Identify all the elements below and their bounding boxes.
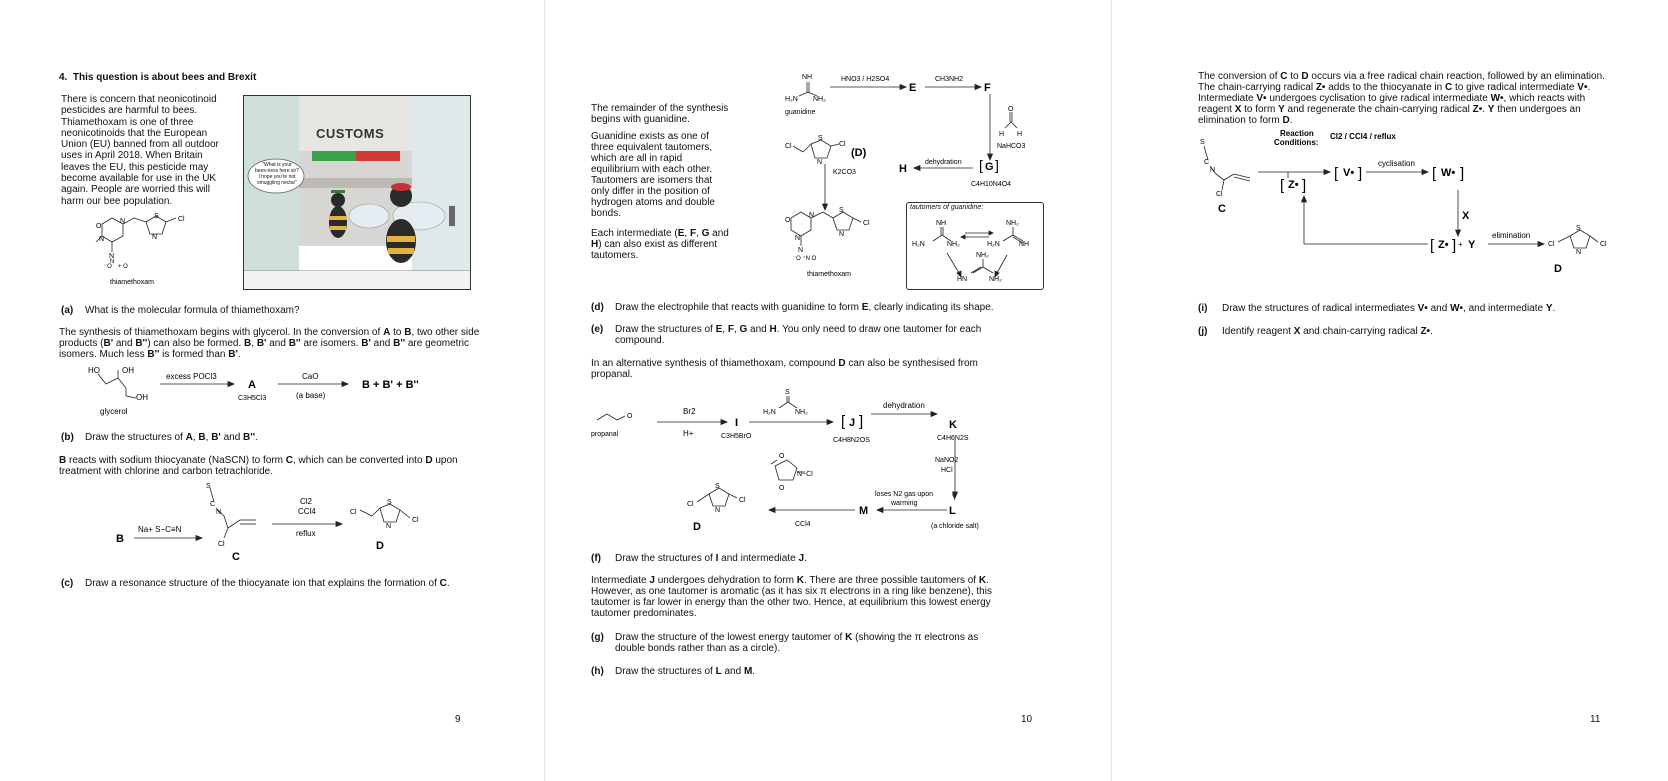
- svg-text:Cl: Cl: [739, 497, 746, 504]
- compound-I: I: [735, 417, 739, 429]
- svg-text:H: H: [999, 131, 1005, 138]
- svg-text:NH: NH: [936, 220, 947, 227]
- question-a: (a) What is the molecular formula of thiamethoxam?: [61, 305, 300, 316]
- tautomer-text: Guanidine exists as one of three equivalent tautomers, which are all in rapid equilibrium with each other. Tautomers are isomers that only differ in the position of hydrogen atoms and double bonds.: [591, 131, 715, 219]
- compound-A: A: [248, 379, 256, 391]
- svg-text:Cl: Cl: [350, 509, 357, 516]
- page-number: 9: [455, 714, 461, 725]
- question-heading: [59, 72, 256, 84]
- svg-text:H+: H+: [683, 429, 694, 438]
- svg-text:Na+ S−C≡N: Na+ S−C≡N: [138, 525, 182, 534]
- page-11: [1112, 0, 1668, 781]
- page-10: [545, 0, 1111, 781]
- svg-text:NH₂: NH₂: [989, 276, 1002, 283]
- question-f: (f) Draw the structures of I and intermediate J.: [591, 553, 807, 564]
- svg-text:S: S: [387, 499, 392, 506]
- svg-text:Cl: Cl: [1216, 191, 1223, 198]
- svg-text:[: [: [979, 157, 983, 173]
- svg-text:C: C: [210, 501, 216, 508]
- page-9: [0, 0, 543, 781]
- compound-C: C: [232, 551, 240, 563]
- radical-W: W•: [1441, 167, 1456, 179]
- guanidine-label: guanidine: [785, 109, 816, 116]
- svg-text:N: N: [817, 159, 823, 166]
- svg-text:⁻O: ⁻O: [104, 264, 112, 270]
- svg-text:NH₂: NH₂: [947, 241, 960, 248]
- svg-text:Conditions:: Conditions:: [1274, 138, 1319, 147]
- svg-text:S: S: [818, 135, 823, 142]
- svg-text:[: [: [841, 413, 846, 430]
- intro-text: There is concern that neonicotinoid pesticides are harmful to bees. Thiamethoxam is one of three neonicotinoids that the European Union (EU) banned from all outdoor uses in April 2018. When Britain leaves the EU, this pesticide may become available for use in the UK again. People are worried this will harm our bee population.: [61, 94, 219, 207]
- compound-D: D: [376, 540, 384, 552]
- svg-text:N: N: [216, 509, 222, 516]
- svg-text:N: N: [1210, 167, 1216, 174]
- svg-text:S: S: [839, 207, 844, 214]
- svg-text:+: +: [1458, 240, 1463, 249]
- customs-sign: CUSTOMS: [316, 126, 385, 141]
- glycerol-label: glycerol: [100, 407, 128, 416]
- svg-text:C3H5BrO: C3H5BrO: [721, 433, 752, 440]
- page-number: 11: [1590, 714, 1601, 725]
- compound-M: M: [859, 505, 869, 517]
- propanal-label: propanal: [591, 431, 619, 438]
- svg-text:NaHCO3: NaHCO3: [997, 143, 1026, 150]
- svg-text:dehydration: dehydration: [925, 159, 962, 166]
- compound-D: D: [1554, 263, 1562, 275]
- svg-text:CCl4: CCl4: [795, 521, 811, 528]
- question-c: (c) Draw a resonance structure of the thiocyanate ion that explains the formation of C.: [61, 578, 450, 589]
- tautomers-title: tautomers of guanidine:: [910, 204, 984, 211]
- svg-text:[: [: [1432, 165, 1437, 182]
- svg-text:OH: OH: [136, 393, 148, 402]
- svg-text:Cl2: Cl2: [300, 497, 313, 506]
- glycerol-scheme: [80, 366, 460, 418]
- question-i: (i) Draw the structures of radical intermediates V• and W•, and intermediate Y.: [1198, 303, 1556, 314]
- speech-bubble: "What is your bees-ness here sir? I hope you're not smuggling nectar": [255, 162, 299, 186]
- svg-text:NH₂: NH₂: [813, 96, 826, 103]
- svg-text:(a base): (a base): [296, 391, 326, 400]
- thiocyanate-paragraph: B reacts with sodium thiocyanate (NaSCN) to form C, which can be converted into D upon treatment with chlorine and carbon tetrachloride.: [59, 455, 458, 477]
- radical-scheme: [1198, 130, 1638, 290]
- svg-text:N: N: [152, 234, 158, 241]
- svg-text:C4H6N2S: C4H6N2S: [937, 435, 969, 442]
- svg-text:H₂N: H₂N: [785, 96, 798, 103]
- intermediate-text: Each intermediate (E, F, G and H) can also exist as different tautomers.: [591, 228, 729, 261]
- svg-text:N: N: [809, 212, 815, 219]
- svg-text:N: N: [99, 236, 105, 243]
- svg-text:O: O: [1008, 106, 1014, 113]
- svg-text:Cl: Cl: [218, 541, 225, 548]
- svg-text:(a chloride salt): (a chloride salt): [931, 523, 979, 530]
- svg-text:thiamethoxam: thiamethoxam: [807, 271, 851, 278]
- question-j: (j) Identify reagent X and chain-carrying radical Z•.: [1198, 326, 1433, 337]
- tautomers-box: [906, 202, 1044, 290]
- svg-text:S: S: [1200, 139, 1205, 146]
- svg-text:N: N: [795, 235, 801, 242]
- reagent-X: X: [1462, 210, 1470, 222]
- svg-text:N: N: [120, 218, 126, 225]
- svg-text:NH₂: NH₂: [1006, 220, 1019, 227]
- svg-text:OH: OH: [122, 366, 134, 375]
- svg-text:N: N: [715, 507, 721, 514]
- thiamethoxam-label: thiamethoxam: [110, 279, 154, 286]
- question-number: 4.: [59, 72, 68, 83]
- reagent-pocl3: excess POCl3: [166, 372, 217, 381]
- svg-text:O: O: [785, 217, 791, 224]
- svg-text:O: O: [627, 413, 633, 420]
- svg-text:]: ]: [1302, 177, 1307, 194]
- svg-text:K2CO3: K2CO3: [833, 169, 856, 176]
- svg-text:N: N: [1576, 249, 1582, 256]
- svg-text:HN: HN: [957, 276, 968, 283]
- svg-text:Cl: Cl: [687, 501, 694, 508]
- bee-customs-cartoon: [243, 95, 471, 290]
- compound-H: H: [899, 163, 907, 175]
- svg-text:HCl: HCl: [941, 467, 953, 474]
- svg-text:S: S: [785, 389, 790, 396]
- svg-text:cyclisation: cyclisation: [1378, 159, 1415, 168]
- svg-text:elimination: elimination: [1492, 231, 1531, 240]
- svg-text:N: N: [109, 253, 115, 260]
- svg-text:Cl: Cl: [839, 141, 846, 148]
- svg-text:HNO3 / H2SO4: HNO3 / H2SO4: [841, 76, 890, 83]
- page-number: 10: [1021, 714, 1033, 725]
- svg-text:O: O: [779, 453, 785, 460]
- svg-text:S: S: [715, 483, 720, 490]
- svg-text:Br2: Br2: [683, 407, 696, 416]
- compound-F: F: [984, 82, 991, 94]
- svg-text:dehydration: dehydration: [883, 401, 925, 410]
- svg-text:C3H5Cl3: C3H5Cl3: [238, 395, 267, 402]
- svg-text:N−Cl: N−Cl: [797, 471, 813, 478]
- compound-E: E: [909, 82, 917, 94]
- compound-K: K: [949, 419, 957, 431]
- question-b: (b) Draw the structures of A, B, B' and B''.: [61, 432, 258, 443]
- svg-text:C4H10N4O4: C4H10N4O4: [971, 181, 1012, 188]
- svg-text:NH: NH: [802, 74, 813, 81]
- svg-text:Cl: Cl: [785, 143, 792, 150]
- svg-text:warming: warming: [891, 500, 918, 507]
- synthesis-paragraph: The synthesis of thiamethoxam begins with glycerol. In the conversion of A to B, two other side products (B' and B'') can also be formed. B, B' and B'' are isomers. B' and B'' are geometric isomers. Much less B'' is formed than B'.: [59, 327, 480, 360]
- svg-text:N: N: [798, 247, 804, 254]
- radical-paragraph: The conversion of C to D occurs via a free radical chain reaction, followed by an elimination. The chain-carrying radical Z• adds to the thiocyanate in C to give radical intermediate V•. Intermediate V• undergoes cyclisation to give radical intermediate W•, which reacts with reagent X to form Y and regenerate the chain-carrying radical Z•. Y then undergoes an elimination to form D.: [1198, 71, 1605, 126]
- svg-text:O: O: [779, 485, 785, 492]
- svg-text:Cl: Cl: [1548, 241, 1555, 248]
- svg-text:loses N2 gas upon: loses N2 gas upon: [875, 491, 933, 498]
- svg-text:]: ]: [1452, 237, 1457, 254]
- question-e: (e) Draw the structures of E, F, G and H. You only need to draw one tautomer for each compound.: [591, 324, 982, 346]
- radical-Z: Z•: [1288, 179, 1299, 191]
- svg-text:B: B: [116, 533, 124, 545]
- svg-text:CCl4: CCl4: [298, 507, 316, 516]
- intermediate-Y: Y: [1468, 239, 1476, 251]
- svg-text:N: N: [386, 523, 392, 530]
- svg-text:[: [: [1334, 165, 1339, 182]
- alt-synthesis-text: In an alternative synthesis of thiamethoxam, compound D can also be synthesised from propanal.: [591, 358, 978, 380]
- tautomer-structures: [907, 203, 1045, 291]
- svg-text:]: ]: [859, 413, 864, 430]
- thiamethoxam-synthesis: [783, 130, 913, 282]
- svg-text:]: ]: [1358, 165, 1363, 182]
- svg-text:N: N: [839, 231, 845, 238]
- radical-V: V•: [1343, 167, 1355, 179]
- svg-text:]: ]: [1460, 165, 1465, 182]
- svg-text:[: [: [1280, 177, 1285, 194]
- svg-text:+ O: + O: [118, 264, 128, 270]
- reaction-conditions: Cl2 / CCl4 / reflux: [1330, 132, 1396, 141]
- svg-text:H₂N: H₂N: [763, 409, 776, 416]
- question-title: This question is about bees and Brexit: [72, 72, 257, 83]
- compound-C: C: [1218, 203, 1226, 215]
- svg-text:Z•: Z•: [1438, 239, 1449, 251]
- svg-text:NH₂: NH₂: [976, 252, 989, 259]
- svg-text:Cl: Cl: [412, 517, 419, 524]
- compound-J: J: [849, 417, 856, 429]
- svg-text:S: S: [1576, 225, 1581, 232]
- svg-text:H₂N: H₂N: [987, 241, 1000, 248]
- svg-text:CaO: CaO: [302, 372, 319, 381]
- svg-text:Cl: Cl: [863, 220, 870, 227]
- compound-D-label: (D): [851, 147, 867, 159]
- svg-text:Cl: Cl: [1600, 241, 1607, 248]
- svg-text:H: H: [1017, 131, 1023, 138]
- svg-text:NaNO2: NaNO2: [935, 457, 959, 464]
- svg-text:S: S: [206, 483, 211, 490]
- svg-text:Reaction: Reaction: [1280, 130, 1314, 138]
- svg-text:HO: HO: [88, 366, 100, 375]
- guanidine-text: The remainder of the synthesis begins with guanidine.: [591, 103, 729, 125]
- svg-text:reflux: reflux: [296, 529, 316, 538]
- svg-text:N: N: [110, 259, 115, 265]
- compound-G: G: [985, 161, 994, 173]
- svg-text:[: [: [1430, 237, 1435, 254]
- question-d: (d) Draw the electrophile that reacts with guanidine to form E, clearly indicating its shape.: [591, 302, 994, 313]
- svg-text:NH: NH: [1019, 241, 1030, 248]
- question-h: (h) Draw the structures of L and M.: [591, 666, 756, 677]
- svg-text:D: D: [693, 521, 701, 533]
- propanal-scheme: [591, 384, 1091, 539]
- thiocyanate-scheme: [110, 480, 440, 565]
- svg-text:H₂N: H₂N: [912, 241, 925, 248]
- k-tautomer-text: Intermediate J undergoes dehydration to form K. There are three possible tautomers of K. However, as one tautomer is aromatic (as it has six π electrons in a ring like benzene), this tautomer is far lower in energy than the other two. Hence, at equilibrium this lowest energy tautomer predominates.: [591, 575, 992, 619]
- svg-text:Cl: Cl: [178, 216, 185, 223]
- svg-text:S: S: [154, 213, 159, 220]
- svg-text:]: ]: [995, 157, 999, 173]
- svg-text:⁻O ⁺N O: ⁻O ⁺N O: [793, 256, 817, 262]
- question-g: (g) Draw the structure of the lowest energy tautomer of K (showing the π electrons as double bonds rather than as a circle).: [591, 632, 979, 654]
- thiamethoxam-structure: [90, 212, 200, 288]
- svg-text:O: O: [96, 223, 102, 230]
- compound-L: L: [949, 505, 956, 517]
- products-B: B + B' + B'': [362, 379, 419, 391]
- svg-text:C4H8N2OS: C4H8N2OS: [833, 437, 870, 444]
- svg-text:C: C: [1204, 159, 1210, 166]
- svg-text:NH₂: NH₂: [795, 409, 808, 416]
- svg-text:CH3NH2: CH3NH2: [935, 76, 964, 83]
